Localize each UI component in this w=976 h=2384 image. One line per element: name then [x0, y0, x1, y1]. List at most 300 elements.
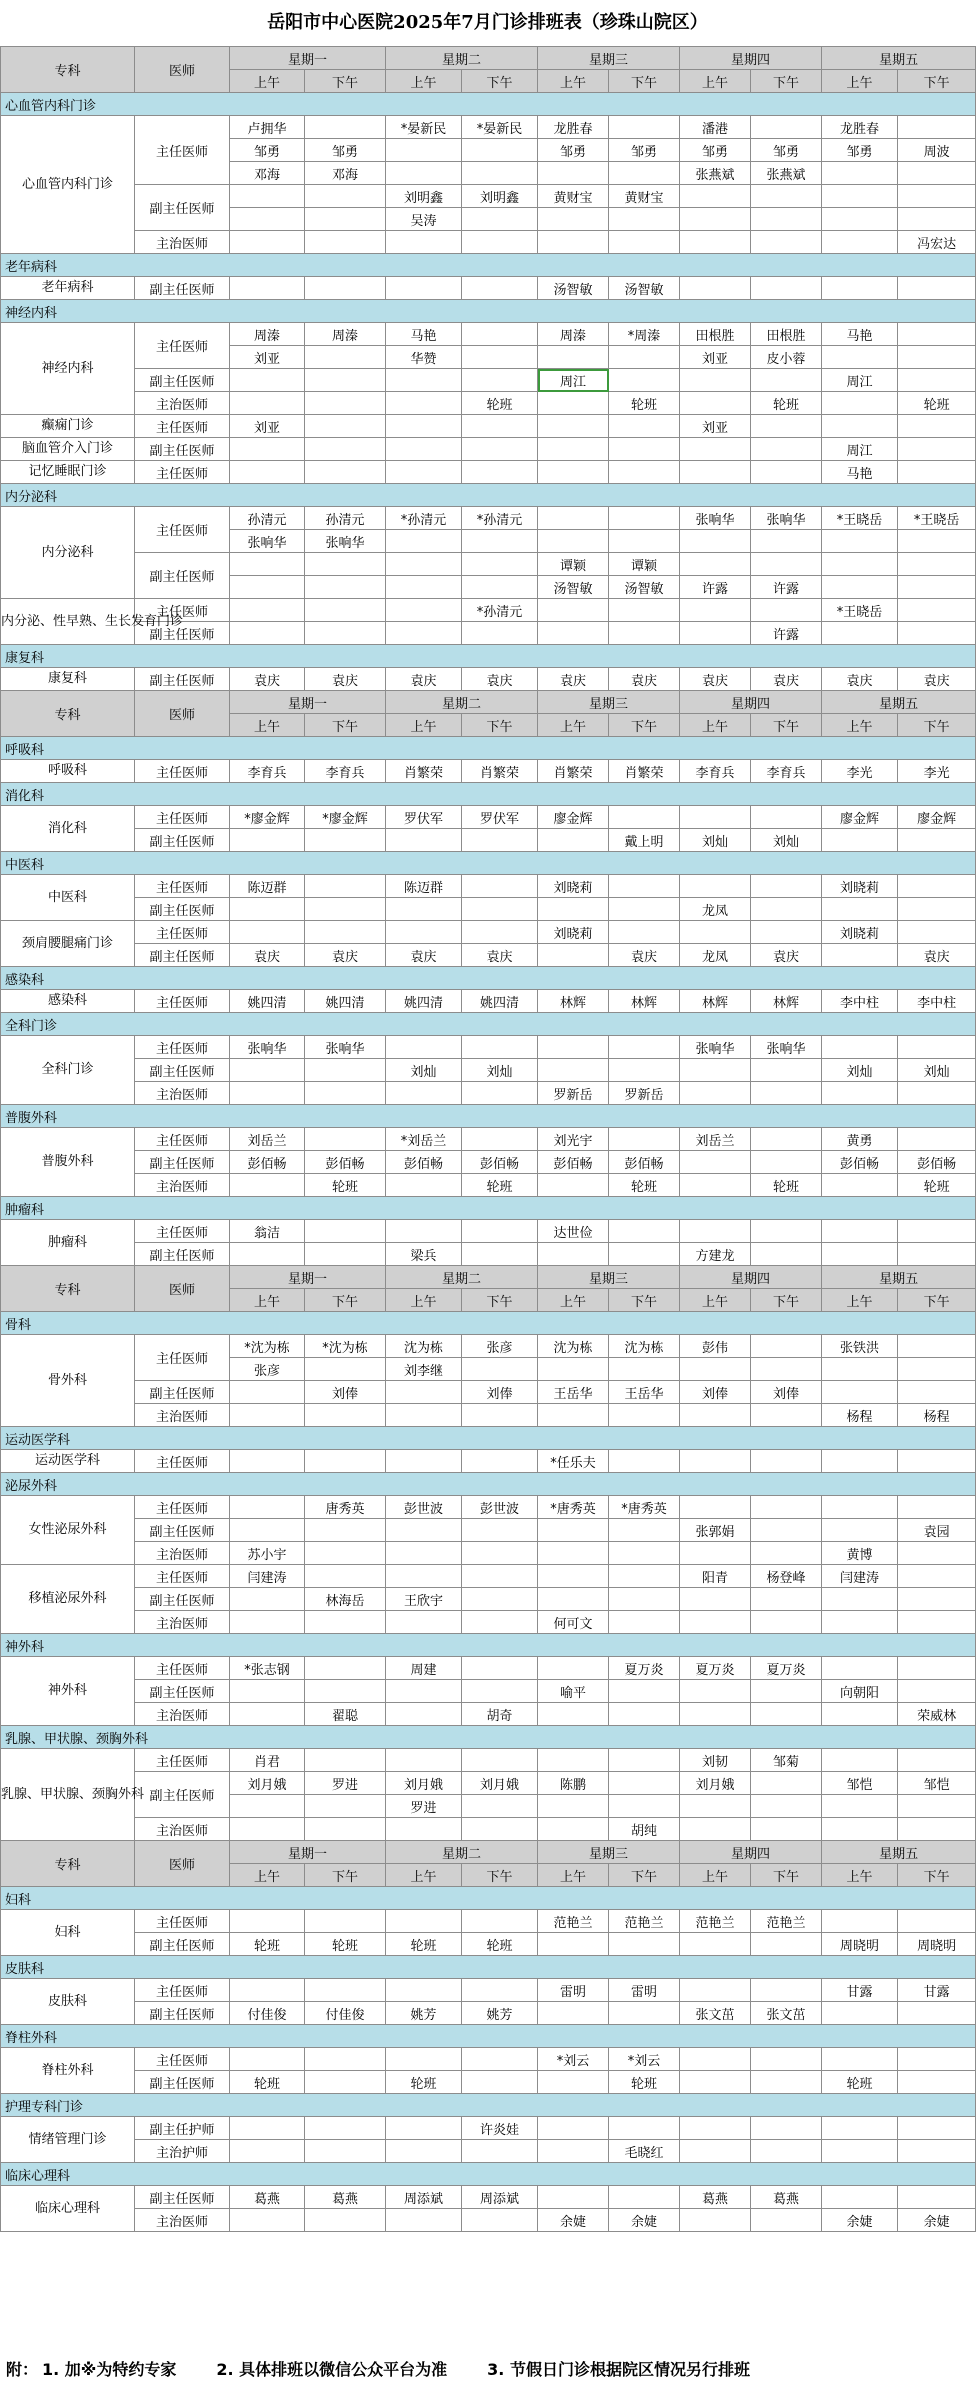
- schedule-cell[interactable]: [230, 369, 305, 392]
- schedule-cell[interactable]: [898, 277, 976, 300]
- schedule-cell[interactable]: *张志钢: [230, 1657, 305, 1680]
- schedule-cell[interactable]: [305, 438, 386, 461]
- schedule-cell[interactable]: [305, 415, 386, 438]
- schedule-cell[interactable]: 周添斌: [386, 2186, 462, 2209]
- schedule-cell[interactable]: [751, 116, 822, 139]
- schedule-cell[interactable]: [538, 1358, 609, 1381]
- schedule-cell[interactable]: 邹勇: [230, 139, 305, 162]
- schedule-cell[interactable]: [680, 1542, 751, 1565]
- schedule-cell[interactable]: 姚四清: [230, 990, 305, 1013]
- schedule-cell[interactable]: [386, 139, 462, 162]
- schedule-cell[interactable]: [680, 622, 751, 645]
- schedule-cell[interactable]: 李光: [898, 760, 976, 783]
- schedule-cell[interactable]: [538, 461, 609, 484]
- schedule-cell[interactable]: 张响华: [230, 530, 305, 553]
- schedule-cell[interactable]: [822, 2186, 898, 2209]
- schedule-cell[interactable]: [386, 1680, 462, 1703]
- schedule-cell[interactable]: 张响华: [305, 1036, 386, 1059]
- schedule-cell[interactable]: [751, 1772, 822, 1795]
- schedule-cell[interactable]: [462, 2140, 538, 2163]
- schedule-cell[interactable]: [538, 599, 609, 622]
- schedule-cell[interactable]: 刘灿: [822, 1059, 898, 1082]
- schedule-cell[interactable]: 袁庆: [898, 944, 976, 967]
- schedule-cell[interactable]: 彭佰畅: [462, 1151, 538, 1174]
- schedule-cell[interactable]: [680, 875, 751, 898]
- schedule-cell[interactable]: 姚四清: [462, 990, 538, 1013]
- schedule-cell[interactable]: 姚芳: [386, 2002, 462, 2025]
- schedule-cell[interactable]: [751, 1795, 822, 1818]
- schedule-cell[interactable]: 马艳: [822, 323, 898, 346]
- schedule-cell[interactable]: [230, 1611, 305, 1634]
- schedule-cell[interactable]: 张铁洪: [822, 1335, 898, 1358]
- schedule-cell[interactable]: 胡奇: [462, 1703, 538, 1726]
- schedule-cell[interactable]: [680, 599, 751, 622]
- schedule-cell[interactable]: 夏万炎: [609, 1657, 680, 1680]
- schedule-cell[interactable]: [822, 1657, 898, 1680]
- schedule-cell[interactable]: [822, 1082, 898, 1105]
- schedule-cell[interactable]: [305, 2048, 386, 2071]
- schedule-cell[interactable]: 李育兵: [680, 760, 751, 783]
- schedule-cell[interactable]: [538, 1565, 609, 1588]
- schedule-cell[interactable]: [462, 1979, 538, 2002]
- schedule-cell[interactable]: 黄财宝: [609, 185, 680, 208]
- schedule-cell[interactable]: 邹勇: [822, 139, 898, 162]
- schedule-cell[interactable]: 沈为栋: [538, 1335, 609, 1358]
- schedule-cell[interactable]: 肖君: [230, 1749, 305, 1772]
- schedule-cell[interactable]: [898, 461, 976, 484]
- schedule-cell[interactable]: [898, 2048, 976, 2071]
- schedule-cell[interactable]: 罗伏军: [386, 806, 462, 829]
- schedule-cell[interactable]: 轮班: [230, 1933, 305, 1956]
- schedule-cell[interactable]: [898, 576, 976, 599]
- schedule-cell[interactable]: 袁庆: [462, 668, 538, 691]
- schedule-cell[interactable]: 达世俭: [538, 1220, 609, 1243]
- schedule-cell[interactable]: 袁庆: [538, 668, 609, 691]
- schedule-cell[interactable]: [680, 2071, 751, 2094]
- schedule-cell[interactable]: [898, 2186, 976, 2209]
- schedule-cell[interactable]: [609, 231, 680, 254]
- schedule-cell[interactable]: [822, 415, 898, 438]
- schedule-cell[interactable]: [822, 553, 898, 576]
- schedule-cell[interactable]: [898, 323, 976, 346]
- schedule-cell[interactable]: 袁园: [898, 1519, 976, 1542]
- schedule-cell[interactable]: 葛燕: [305, 2186, 386, 2209]
- schedule-cell[interactable]: [898, 162, 976, 185]
- schedule-cell[interactable]: [462, 1910, 538, 1933]
- schedule-cell[interactable]: [822, 1611, 898, 1634]
- schedule-cell[interactable]: [898, 185, 976, 208]
- schedule-cell[interactable]: [751, 553, 822, 576]
- schedule-cell[interactable]: *刘岳兰: [386, 1128, 462, 1151]
- schedule-cell[interactable]: [462, 1082, 538, 1105]
- schedule-cell[interactable]: [609, 1703, 680, 1726]
- schedule-cell[interactable]: [898, 599, 976, 622]
- schedule-cell[interactable]: [609, 530, 680, 553]
- schedule-cell[interactable]: 彭佰畅: [230, 1151, 305, 1174]
- schedule-cell[interactable]: [538, 1036, 609, 1059]
- schedule-cell[interactable]: 袁庆: [386, 944, 462, 967]
- schedule-cell[interactable]: [305, 461, 386, 484]
- schedule-cell[interactable]: [609, 599, 680, 622]
- schedule-cell[interactable]: [822, 1450, 898, 1473]
- schedule-cell[interactable]: 刘亚: [680, 415, 751, 438]
- schedule-cell[interactable]: [898, 1243, 976, 1266]
- schedule-cell[interactable]: 沈为栋: [386, 1335, 462, 1358]
- schedule-cell[interactable]: [751, 1128, 822, 1151]
- schedule-cell[interactable]: 林辉: [680, 990, 751, 1013]
- schedule-cell[interactable]: [230, 208, 305, 231]
- schedule-cell[interactable]: [462, 1519, 538, 1542]
- schedule-cell[interactable]: [462, 1818, 538, 1841]
- schedule-cell[interactable]: 余婕: [609, 2209, 680, 2232]
- schedule-cell[interactable]: 梁兵: [386, 1243, 462, 1266]
- schedule-cell[interactable]: [822, 944, 898, 967]
- schedule-cell[interactable]: [822, 2117, 898, 2140]
- schedule-cell[interactable]: 轮班: [462, 1174, 538, 1197]
- schedule-cell[interactable]: [386, 1036, 462, 1059]
- schedule-cell[interactable]: [609, 921, 680, 944]
- schedule-cell[interactable]: [386, 162, 462, 185]
- schedule-cell[interactable]: [609, 1450, 680, 1473]
- schedule-cell[interactable]: 范艳兰: [609, 1910, 680, 1933]
- schedule-cell[interactable]: [462, 2071, 538, 2094]
- schedule-cell[interactable]: [609, 1519, 680, 1542]
- schedule-cell[interactable]: 唐秀英: [305, 1496, 386, 1519]
- schedule-cell[interactable]: [751, 921, 822, 944]
- schedule-cell[interactable]: [305, 1358, 386, 1381]
- schedule-cell[interactable]: 向朝阳: [822, 1680, 898, 1703]
- schedule-cell[interactable]: 轮班: [609, 2071, 680, 2094]
- schedule-cell[interactable]: [538, 2117, 609, 2140]
- schedule-cell[interactable]: [538, 438, 609, 461]
- schedule-cell[interactable]: [230, 1381, 305, 1404]
- schedule-cell[interactable]: 闫建涛: [230, 1565, 305, 1588]
- schedule-cell[interactable]: [230, 461, 305, 484]
- schedule-cell[interactable]: [680, 1082, 751, 1105]
- schedule-cell[interactable]: [609, 346, 680, 369]
- schedule-cell[interactable]: 田根胜: [751, 323, 822, 346]
- schedule-cell[interactable]: *廖金辉: [230, 806, 305, 829]
- schedule-cell[interactable]: [386, 1749, 462, 1772]
- schedule-cell[interactable]: 林海岳: [305, 1588, 386, 1611]
- schedule-cell[interactable]: [898, 921, 976, 944]
- schedule-cell[interactable]: [386, 1542, 462, 1565]
- schedule-cell[interactable]: 罗新岳: [609, 1082, 680, 1105]
- schedule-cell[interactable]: [386, 921, 462, 944]
- schedule-cell[interactable]: 廖金辉: [538, 806, 609, 829]
- schedule-cell[interactable]: [230, 1404, 305, 1427]
- schedule-cell[interactable]: [680, 1404, 751, 1427]
- schedule-cell[interactable]: [680, 1059, 751, 1082]
- schedule-cell[interactable]: 李育兵: [305, 760, 386, 783]
- schedule-cell[interactable]: [538, 507, 609, 530]
- schedule-cell[interactable]: 刘李继: [386, 1358, 462, 1381]
- schedule-cell[interactable]: 彭佰畅: [386, 1151, 462, 1174]
- schedule-cell[interactable]: [230, 2048, 305, 2071]
- schedule-cell[interactable]: [751, 1335, 822, 1358]
- schedule-cell[interactable]: [230, 1174, 305, 1197]
- schedule-cell[interactable]: [898, 1611, 976, 1634]
- schedule-cell[interactable]: 张响华: [680, 1036, 751, 1059]
- schedule-cell[interactable]: [898, 622, 976, 645]
- schedule-cell[interactable]: 葛燕: [680, 2186, 751, 2209]
- schedule-cell[interactable]: [462, 415, 538, 438]
- schedule-cell[interactable]: [751, 2048, 822, 2071]
- schedule-cell[interactable]: [680, 1933, 751, 1956]
- schedule-cell[interactable]: [386, 599, 462, 622]
- schedule-cell[interactable]: [680, 2048, 751, 2071]
- schedule-cell[interactable]: [386, 231, 462, 254]
- schedule-cell[interactable]: 胡纯: [609, 1818, 680, 1841]
- schedule-cell[interactable]: [751, 1818, 822, 1841]
- schedule-cell[interactable]: 张响华: [305, 530, 386, 553]
- schedule-cell[interactable]: [230, 392, 305, 415]
- schedule-cell[interactable]: 张彦: [230, 1358, 305, 1381]
- schedule-cell[interactable]: 余婕: [898, 2209, 976, 2232]
- schedule-cell[interactable]: 何可文: [538, 1611, 609, 1634]
- schedule-cell[interactable]: *廖金辉: [305, 806, 386, 829]
- schedule-cell[interactable]: [751, 1611, 822, 1634]
- schedule-cell[interactable]: [462, 622, 538, 645]
- schedule-cell[interactable]: [538, 392, 609, 415]
- schedule-cell[interactable]: 廖金辉: [898, 806, 976, 829]
- schedule-cell[interactable]: [609, 898, 680, 921]
- schedule-cell[interactable]: 闫建涛: [822, 1565, 898, 1588]
- schedule-cell[interactable]: [680, 1220, 751, 1243]
- schedule-cell[interactable]: 轮班: [462, 392, 538, 415]
- schedule-cell[interactable]: 袁庆: [230, 668, 305, 691]
- schedule-cell[interactable]: [386, 392, 462, 415]
- schedule-cell[interactable]: [898, 1749, 976, 1772]
- schedule-cell[interactable]: 肖繁荣: [609, 760, 680, 783]
- schedule-cell[interactable]: [609, 2002, 680, 2025]
- schedule-cell[interactable]: 葛燕: [230, 2186, 305, 2209]
- schedule-cell[interactable]: 周溱: [538, 323, 609, 346]
- schedule-cell[interactable]: 姚四清: [386, 990, 462, 1013]
- schedule-cell[interactable]: [462, 139, 538, 162]
- schedule-cell[interactable]: 肖繁荣: [462, 760, 538, 783]
- schedule-cell[interactable]: [305, 231, 386, 254]
- schedule-cell[interactable]: [609, 162, 680, 185]
- schedule-cell[interactable]: [898, 1335, 976, 1358]
- schedule-cell[interactable]: 张响华: [680, 507, 751, 530]
- schedule-cell[interactable]: [538, 2002, 609, 2025]
- schedule-cell[interactable]: 邹勇: [751, 139, 822, 162]
- schedule-cell[interactable]: [680, 1795, 751, 1818]
- schedule-cell[interactable]: 甘露: [898, 1979, 976, 2002]
- schedule-cell[interactable]: [386, 1818, 462, 1841]
- schedule-cell[interactable]: [680, 2140, 751, 2163]
- schedule-cell[interactable]: 邹勇: [538, 139, 609, 162]
- schedule-cell[interactable]: [305, 1450, 386, 1473]
- schedule-cell[interactable]: [822, 898, 898, 921]
- schedule-cell[interactable]: 杨登峰: [751, 1565, 822, 1588]
- schedule-cell[interactable]: 张郭娟: [680, 1519, 751, 1542]
- schedule-cell[interactable]: [898, 1657, 976, 1680]
- schedule-cell[interactable]: [538, 1933, 609, 1956]
- schedule-cell[interactable]: [305, 921, 386, 944]
- schedule-cell[interactable]: 袁庆: [751, 668, 822, 691]
- schedule-cell[interactable]: [609, 1128, 680, 1151]
- schedule-cell[interactable]: [386, 1979, 462, 2002]
- schedule-cell[interactable]: [898, 438, 976, 461]
- schedule-cell[interactable]: [230, 898, 305, 921]
- schedule-cell[interactable]: [822, 162, 898, 185]
- schedule-cell[interactable]: [898, 415, 976, 438]
- schedule-cell[interactable]: [538, 415, 609, 438]
- schedule-cell[interactable]: [386, 622, 462, 645]
- schedule-cell[interactable]: [822, 231, 898, 254]
- schedule-cell[interactable]: 沈为栋: [609, 1335, 680, 1358]
- schedule-cell[interactable]: [609, 1749, 680, 1772]
- schedule-cell[interactable]: [680, 1703, 751, 1726]
- schedule-cell[interactable]: [822, 277, 898, 300]
- schedule-cell[interactable]: [305, 116, 386, 139]
- schedule-cell[interactable]: 张文茁: [680, 2002, 751, 2025]
- schedule-cell[interactable]: 翁洁: [230, 1220, 305, 1243]
- schedule-cell[interactable]: 肖繁荣: [538, 760, 609, 783]
- schedule-cell[interactable]: [751, 231, 822, 254]
- schedule-cell[interactable]: 余婕: [822, 2209, 898, 2232]
- schedule-cell[interactable]: 刘明鑫: [462, 185, 538, 208]
- schedule-cell[interactable]: [898, 2071, 976, 2094]
- schedule-cell[interactable]: 罗伏军: [462, 806, 538, 829]
- schedule-cell[interactable]: 张响华: [230, 1036, 305, 1059]
- schedule-cell[interactable]: 张燕斌: [680, 162, 751, 185]
- schedule-cell[interactable]: [822, 392, 898, 415]
- schedule-cell[interactable]: [230, 1818, 305, 1841]
- schedule-cell[interactable]: [462, 346, 538, 369]
- schedule-cell[interactable]: [898, 369, 976, 392]
- schedule-cell[interactable]: [386, 576, 462, 599]
- schedule-cell[interactable]: 廖金辉: [822, 806, 898, 829]
- schedule-cell[interactable]: [230, 1680, 305, 1703]
- schedule-cell[interactable]: [609, 1059, 680, 1082]
- schedule-cell[interactable]: [462, 1404, 538, 1427]
- schedule-cell[interactable]: 李育兵: [230, 760, 305, 783]
- schedule-cell[interactable]: 袁庆: [230, 944, 305, 967]
- schedule-cell[interactable]: [609, 2186, 680, 2209]
- schedule-cell[interactable]: 刘月娥: [230, 1772, 305, 1795]
- schedule-cell[interactable]: 龙凤: [680, 898, 751, 921]
- schedule-cell[interactable]: [822, 1519, 898, 1542]
- schedule-cell[interactable]: [230, 1496, 305, 1519]
- schedule-cell[interactable]: 田根胜: [680, 323, 751, 346]
- schedule-cell[interactable]: 刘灿: [898, 1059, 976, 1082]
- schedule-cell[interactable]: [538, 1795, 609, 1818]
- schedule-cell[interactable]: 袁庆: [751, 944, 822, 967]
- schedule-cell[interactable]: 轮班: [305, 1174, 386, 1197]
- schedule-cell[interactable]: [305, 1611, 386, 1634]
- schedule-cell[interactable]: 黄博: [822, 1542, 898, 1565]
- schedule-cell[interactable]: [386, 1381, 462, 1404]
- schedule-cell[interactable]: [386, 415, 462, 438]
- schedule-cell[interactable]: [462, 1450, 538, 1473]
- schedule-cell[interactable]: [822, 1910, 898, 1933]
- schedule-cell[interactable]: 阳青: [680, 1565, 751, 1588]
- schedule-cell[interactable]: [898, 1036, 976, 1059]
- schedule-cell[interactable]: [305, 1749, 386, 1772]
- schedule-cell[interactable]: *沈为栋: [305, 1335, 386, 1358]
- schedule-cell[interactable]: 范艳兰: [680, 1910, 751, 1933]
- schedule-cell[interactable]: [609, 1565, 680, 1588]
- schedule-cell[interactable]: [386, 461, 462, 484]
- schedule-cell[interactable]: [305, 898, 386, 921]
- schedule-cell[interactable]: [751, 438, 822, 461]
- schedule-cell[interactable]: [386, 1174, 462, 1197]
- schedule-cell[interactable]: [538, 1059, 609, 1082]
- schedule-cell[interactable]: [230, 231, 305, 254]
- schedule-cell[interactable]: [538, 622, 609, 645]
- schedule-cell[interactable]: 荣威林: [898, 1703, 976, 1726]
- schedule-cell[interactable]: [230, 1450, 305, 1473]
- schedule-cell[interactable]: [230, 1519, 305, 1542]
- schedule-cell[interactable]: [898, 1128, 976, 1151]
- schedule-cell[interactable]: [680, 921, 751, 944]
- schedule-cell[interactable]: 陈迈群: [230, 875, 305, 898]
- schedule-cell[interactable]: [305, 369, 386, 392]
- schedule-cell[interactable]: [230, 2209, 305, 2232]
- schedule-cell[interactable]: 余婕: [538, 2209, 609, 2232]
- schedule-cell[interactable]: 彭世波: [462, 1496, 538, 1519]
- schedule-cell[interactable]: 罗进: [305, 1772, 386, 1795]
- schedule-cell[interactable]: [462, 1565, 538, 1588]
- schedule-cell[interactable]: [462, 829, 538, 852]
- schedule-cell[interactable]: [898, 1082, 976, 1105]
- schedule-cell[interactable]: 袁庆: [462, 944, 538, 967]
- schedule-cell[interactable]: [538, 346, 609, 369]
- schedule-cell[interactable]: [538, 208, 609, 231]
- schedule-cell[interactable]: [609, 369, 680, 392]
- schedule-cell[interactable]: 许露: [751, 622, 822, 645]
- schedule-cell[interactable]: [538, 944, 609, 967]
- schedule-cell[interactable]: 杨程: [822, 1404, 898, 1427]
- schedule-cell[interactable]: 刘明鑫: [386, 185, 462, 208]
- schedule-cell[interactable]: [898, 1680, 976, 1703]
- schedule-cell[interactable]: [538, 1657, 609, 1680]
- schedule-cell[interactable]: [462, 1036, 538, 1059]
- schedule-cell[interactable]: [230, 1910, 305, 1933]
- schedule-cell[interactable]: 卢拥华: [230, 116, 305, 139]
- schedule-cell[interactable]: [230, 1082, 305, 1105]
- schedule-cell[interactable]: [230, 277, 305, 300]
- schedule-cell[interactable]: [898, 1358, 976, 1381]
- schedule-cell[interactable]: 轮班: [751, 1174, 822, 1197]
- schedule-cell[interactable]: [386, 1404, 462, 1427]
- schedule-cell[interactable]: [230, 1588, 305, 1611]
- schedule-cell[interactable]: [822, 1243, 898, 1266]
- schedule-cell[interactable]: 轮班: [898, 1174, 976, 1197]
- schedule-cell[interactable]: [305, 2071, 386, 2094]
- schedule-cell[interactable]: [751, 1542, 822, 1565]
- schedule-cell[interactable]: 杨程: [898, 1404, 976, 1427]
- schedule-cell[interactable]: *刘云: [538, 2048, 609, 2071]
- schedule-cell[interactable]: [751, 1588, 822, 1611]
- schedule-cell[interactable]: [305, 1795, 386, 1818]
- schedule-cell[interactable]: 甘露: [822, 1979, 898, 2002]
- schedule-cell[interactable]: 付佳俊: [230, 2002, 305, 2025]
- schedule-cell[interactable]: 邓海: [230, 162, 305, 185]
- schedule-cell[interactable]: [386, 438, 462, 461]
- schedule-cell[interactable]: 范艳兰: [751, 1910, 822, 1933]
- schedule-cell[interactable]: [305, 1542, 386, 1565]
- schedule-cell[interactable]: [538, 2140, 609, 2163]
- schedule-cell[interactable]: [386, 1611, 462, 1634]
- schedule-cell[interactable]: 汤智敏: [609, 576, 680, 599]
- schedule-cell[interactable]: 刘晓莉: [822, 875, 898, 898]
- schedule-cell[interactable]: 苏小宇: [230, 1542, 305, 1565]
- schedule-cell[interactable]: [822, 576, 898, 599]
